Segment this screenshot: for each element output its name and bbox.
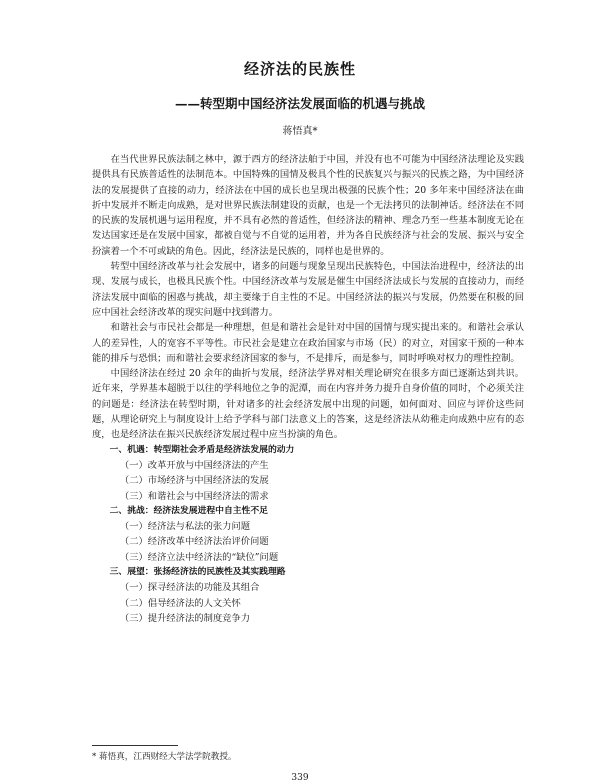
outline-item: （二）倡导经济法的人文关怀 [119,597,241,609]
outline-list [92,443,524,627]
paragraph-3: 和谐社会与市民社会都是一种理想，但是和谐社会是针对中国的国情与现实提出来的。和谐社会承认人的差异性，人的宽容不平等性。市民社会是建立在政治国家与市场（民）的对立，对国家干预的一种本能的排斥与恐惧；而和谐社会要求经济国家的参与，不是排斥，而是参与，同时呼唤对权力的理性控制。 [92,322,524,364]
body-text [92,152,524,626]
paragraph-1: 在当代世界民族法制之林中，源于西方的经济法舶于中国，并没有也不可能为中国经济法理论及实践提供具有民族普适性的法制范本。中国特殊的国情及极具个性的民族复兴与振兴的民族之路，为中国经济法的发展提供了直接的动力，经济法在中国的成长也呈现出极强的民族个性；20 多年来中国经济法在曲折中发展并不断走向成熟，是对世界民族法制建设的贡献，也是一个无法拷贝的法制神话。经济法在不同的民族的发展机遇与运用程度，并不具有必然的普适性，但经济法的精神、理念乃至一些基本制度无论在发达国家还是在发展中国家，都被自觉与不自觉的运用着，并为各自民族经济与社会的发展、振兴与安全扮演着一个不可或缺的角色。因此，经济法是民族的，同样也是世界的。 [92,154,524,257]
outline-heading: 一、机遇：转型期社会矛盾是经济法发展的动力 [109,444,295,455]
outline-item: （一）探寻经济法的功能及其组合 [119,582,260,594]
outline-item: （二）经济改革中经济法治评价问题 [119,536,269,548]
paper-subtitle: ——转型期中国经济法发展面临的机遇与挑战 [174,96,425,111]
outline-item: （一）改革开放与中国经济法的产生 [119,459,269,471]
outline-item: （三）经济立法中经济法的“缺位”问题 [119,551,279,563]
author-name: 蒋悟真* [282,126,318,137]
outline-item: （一）经济法与私法的张力问题 [119,521,251,533]
footnote: * 蒋悟真，江西财经大学法学院教授。 [92,752,237,762]
outline-item: （二）市场经济与中国经济法的发展 [119,475,269,487]
paragraph-2: 转型中国经济改革与社会发展中，诸多的问题与现象呈现出民族特色，中国法治进程中，经济法的出现、发展与成长，也极具民族个性。中国经济改革与发展是催生中国经济法成长与发展的直接动力，而经济法发展中面临的困惑与挑战，却主要缘于自主性的不足。中国经济法的振兴与发展，仍然要在积极的回应中国社会经济改革的现实问题中找到潜力。 [92,261,524,318]
outline-item: （三）提升经济法的制度竞争力 [119,612,251,624]
page-number: 339 [291,773,309,783]
footnote-divider [92,745,178,746]
outline-heading: 二、挑战：经济法发展进程中自主性不足 [109,505,268,516]
outline-item: （三）和谐社会与中国经济法的需求 [119,490,269,502]
outline-heading: 三、展望：张扬经济法的民族性及其实践理路 [109,567,286,578]
paragraph-4: 中国经济法在经过 20 余年的曲折与发展，经济法学界对相关理论研究在很多方面已逐渐达到共识。近年来，学界基本超脱于以往的学科地位之争的泥潭，而在内容并务力提升自身价值的同时，个必须关注的问题是：经济法在转型时期，针对诸多的社会经济发展中出现的问题，如何面对、回应与评价这些问题，从理论研究上与制度设计上给予学科与部门法意义上的答案，这是经济法从幼稚走向成熟中应有的态度，也是经济法在振兴民族经济发展过程中应当扮演的角色。 [92,368,524,441]
paper-title: 经济法的民族性 [243,60,356,78]
